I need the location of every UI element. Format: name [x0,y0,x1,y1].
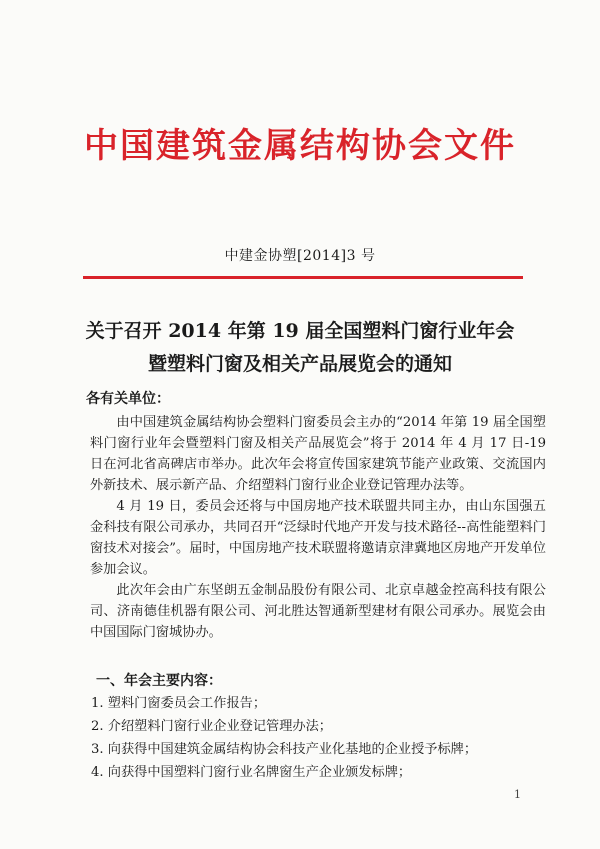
list-item: 1. 塑料门窗委员会工作报告； [91,696,267,711]
body-paragraph: 由中国建筑金属结构协会塑料门窗委员会主办的“2014 年第 19 届全国塑料门窗行业年会暨塑料门窗及相关产品展览会”将于 2014 年 4 月 17 日-19 日在河北省高碑店市举办。此次年会将宣传国家建筑节能产业政策、交流国内外新技术、展示新产品、介绍塑料门窗行业企业登记管理办法等。 [90,415,546,493]
list-item: 4. 向获得中国塑料门窗行业名牌窗生产企业颁发标牌； [91,765,412,780]
org-header: 中国建筑金属结构协会文件 [84,126,516,166]
salutation: 各有关单位： [86,391,170,407]
body-text [90,412,546,643]
list-item: 2. 介绍塑料门窗行业企业登记管理办法； [91,719,332,734]
list-item: 3. 向获得中国建筑金属结构协会科技产业化基地的企业授予标牌； [91,742,478,757]
body-paragraph: 此次年会由广东坚朗五金制品股份有限公司、北京卓越金控高科技有限公司、济南德佳机器有限公司、河北胜达智通新型建材有限公司承办。展览会由中国国际门窗城协办。 [90,583,546,640]
red-divider [83,276,523,279]
body-paragraph: 4 月 19 日，委员会还将与中国房地产技术联盟共同主办，由山东国强五金科技有限公司承办，共同召开“泛绿时代地产开发与技术路径--高性能塑料门窗技术对接会”。届时，中国房地产技术联盟将邀请京津冀地区房地产开发单位参加会议。 [90,499,546,577]
notice-title-line-1: 关于召开 2014 年第 19 届全国塑料门窗行业年会 [85,320,515,342]
notice-title-line-2: 暨塑料门窗及相关产品展览会的通知 [147,353,452,375]
page-number: 1 [514,788,521,801]
agenda-list [91,692,551,784]
notice-title [0,315,600,381]
section-heading: 一、年会主要内容： [96,673,222,689]
document-number: 中建金协塑[2014]3 号 [224,248,376,264]
